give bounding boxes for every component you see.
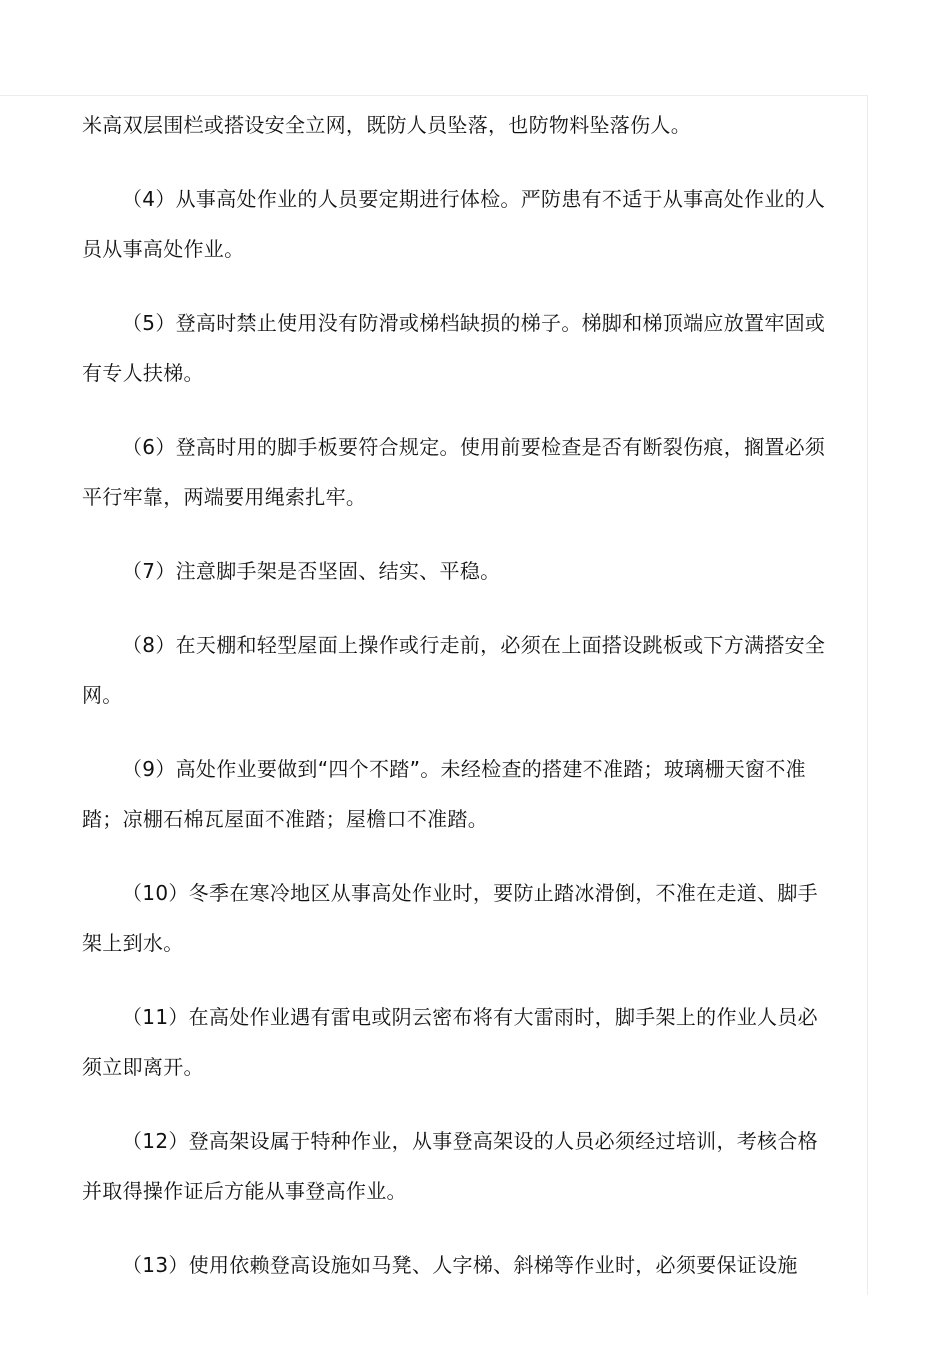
paragraph-item-9: （9）高处作业要做到“四个不踏”。未经检查的搭建不准踏；玻璃栅天窗不准踏；凉棚石棉瓦屋面不准踏；屋檐口不准踏。 xyxy=(82,757,806,831)
paragraph-item-7: （7）注意脚手架是否坚固、结实、平稳。 xyxy=(122,559,501,583)
paragraph-item-12: （12）登高架设属于特种作业，从事登高架设的人员必须经过培训，考核合格并取得操作证后方能从事登高作业。 xyxy=(82,1129,818,1203)
paragraph-item-10: （10）冬季在寒冷地区从事高处作业时，要防止踏冰滑倒，不准在走道、脚手架上到水。 xyxy=(82,881,818,955)
paragraph-item-4: （4）从事高处作业的人员要定期进行体检。严防患有不适于从事高处作业的人员从事高处作业。 xyxy=(82,187,826,261)
paragraph-continuation: 米高双层围栏或搭设安全立网，既防人员坠落，也防物料坠落伤人。 xyxy=(82,113,691,137)
paragraph-item-11: （11）在高处作业遇有雷电或阴云密布将有大雷雨时，脚手架上的作业人员必须立即离开。 xyxy=(82,1005,818,1079)
paragraph-item-13: （13）使用依赖登高设施如马凳、人字梯、斜梯等作业时，必须要保证设施 xyxy=(122,1253,798,1277)
document-body xyxy=(82,100,827,1314)
paragraph-item-8: （8）在天棚和轻型屋面上操作或行走前，必须在上面搭设跳板或下方满搭安全网。 xyxy=(82,633,826,707)
paragraph-item-5: （5）登高时禁止使用没有防滑或梯档缺损的梯子。梯脚和梯顶端应放置牢固或有专人扶梯。 xyxy=(82,311,826,385)
paragraph-item-6: （6）登高时用的脚手板要符合规定。使用前要检查是否有断裂伤痕，搁置必须平行牢靠，两端要用绳索扎牢。 xyxy=(82,435,826,509)
